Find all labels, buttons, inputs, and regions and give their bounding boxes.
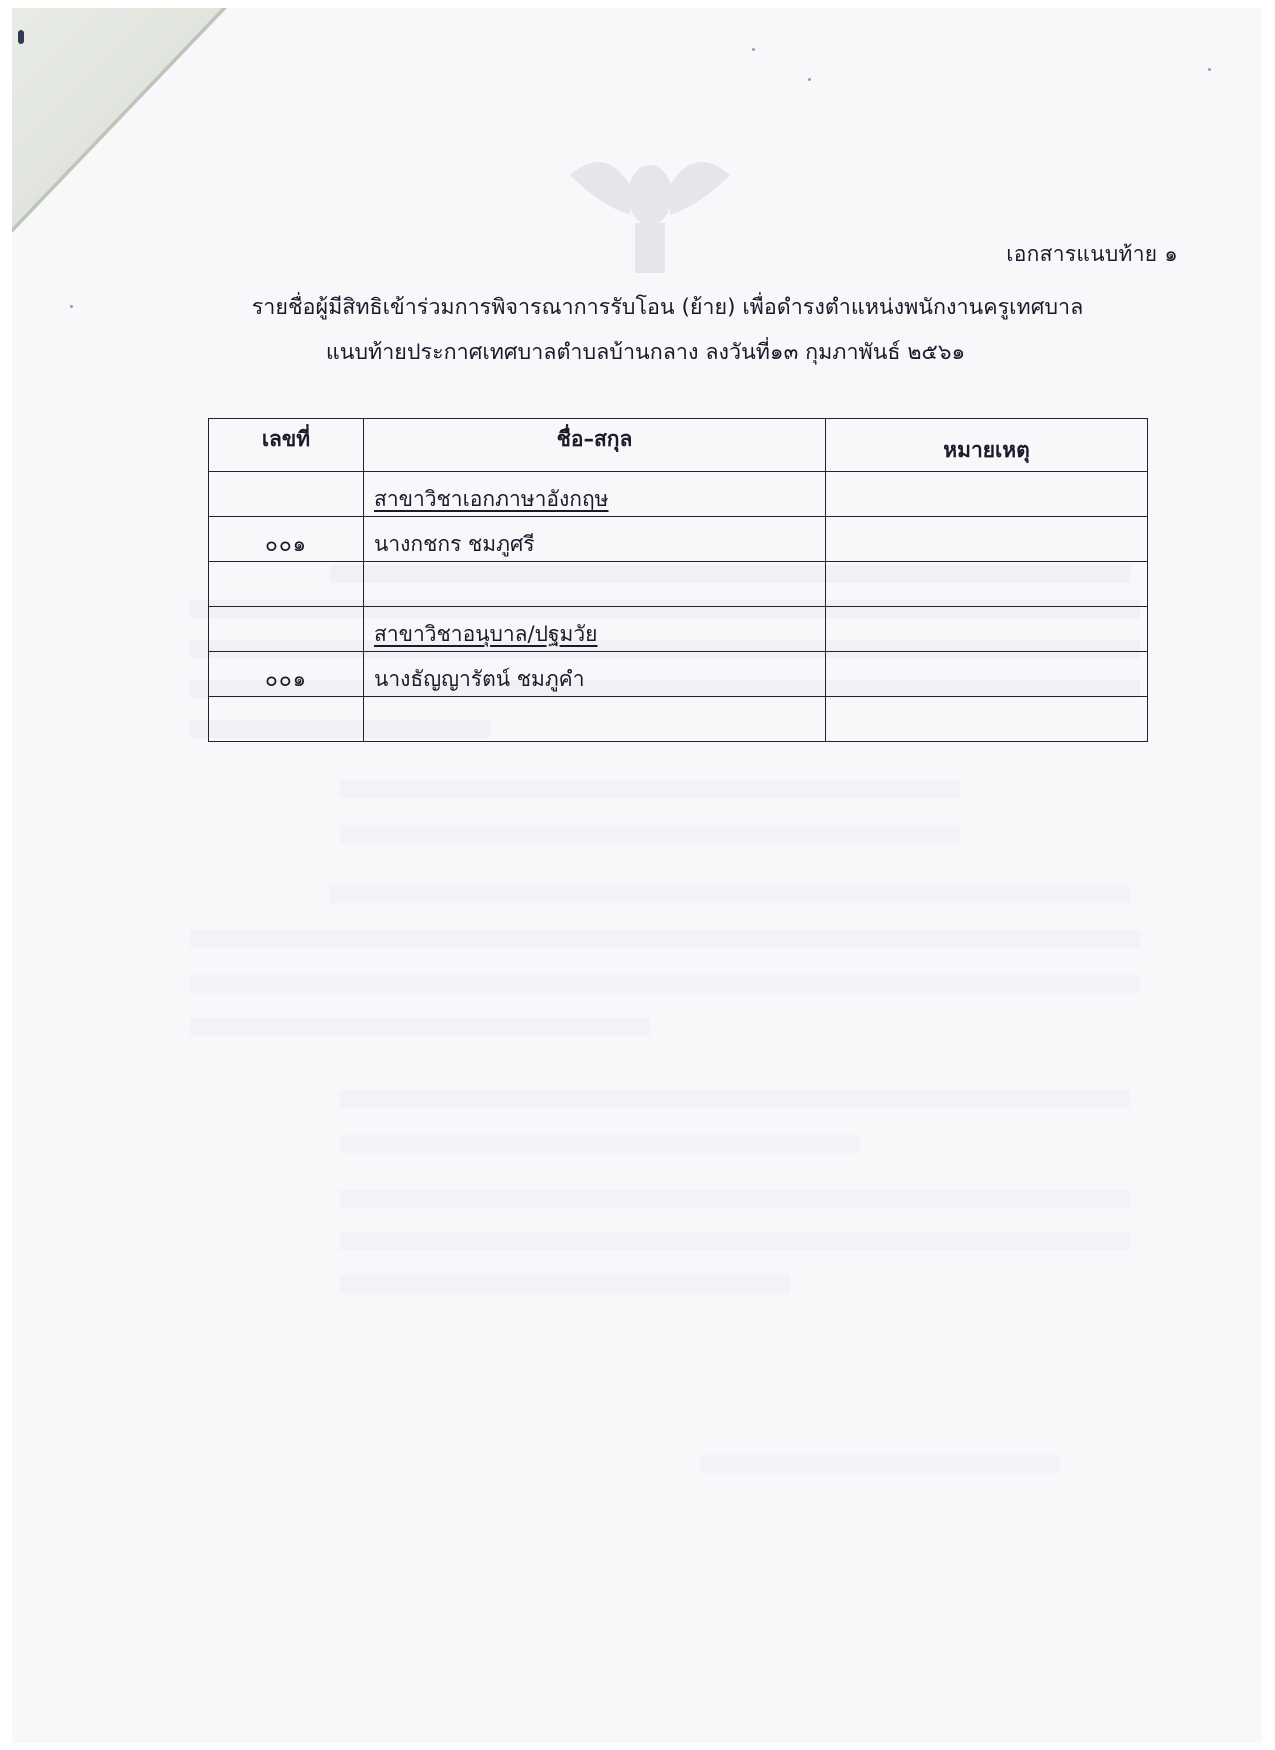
row-number: ๐๐๑ — [209, 652, 364, 697]
showthrough-line — [340, 1232, 1130, 1250]
table-cell — [364, 562, 826, 607]
table-cell — [826, 607, 1148, 652]
attachment-label: เอกสารแนบท้าย ๑ — [1006, 242, 1178, 266]
garuda-emblem-showthrough — [560, 135, 740, 285]
table-cell — [209, 562, 364, 607]
showthrough-line — [190, 975, 1140, 993]
row-remark — [826, 652, 1148, 697]
candidate-table — [208, 418, 1148, 742]
document-subtitle: แนบท้ายประกาศเทศบาลตำบลบ้านกลาง ลงวันที่๑๓ กุมภาพันธ์ ๒๕๖๑ — [325, 340, 966, 365]
section-title: สาขาวิชาอนุบาล/ปฐมวัย — [364, 607, 826, 652]
scan-speck — [1208, 68, 1211, 71]
header-remark: หมายเหตุ — [826, 419, 1148, 472]
table-cell — [826, 472, 1148, 517]
showthrough-line — [340, 1090, 1130, 1108]
row-number: ๐๐๑ — [209, 517, 364, 562]
section-title: สาขาวิชาเอกภาษาอังกฤษ — [364, 472, 826, 517]
empty-row — [209, 562, 1148, 607]
scan-mark — [18, 30, 24, 44]
table-cell — [826, 562, 1148, 607]
document-title: รายชื่อผู้มีสิทธิเข้าร่วมการพิจารณาการรับโอน (ย้าย) เพื่อดำรงตำแหน่งพนักงานครูเทศบาล — [251, 295, 1084, 320]
showthrough-line — [700, 1455, 1060, 1473]
showthrough-line — [330, 885, 1130, 903]
showthrough-line — [340, 1135, 860, 1153]
showthrough-line — [340, 1275, 790, 1293]
row-remark — [826, 517, 1148, 562]
showthrough-line — [340, 1190, 1130, 1208]
table-cell — [209, 472, 364, 517]
scan-speck — [752, 48, 755, 51]
table-row — [209, 517, 1148, 562]
table-header-row — [209, 419, 1148, 472]
row-name: นางธัญญารัตน์ ชมภูคำ — [364, 652, 826, 697]
header-name: ชื่อ–สกุล — [364, 419, 826, 472]
table-cell — [209, 697, 364, 742]
table-cell — [826, 697, 1148, 742]
folded-corner — [12, 8, 222, 228]
table-row — [209, 652, 1148, 697]
scan-speck — [808, 78, 811, 81]
section-row — [209, 472, 1148, 517]
header-number: เลขที่ — [209, 419, 364, 472]
showthrough-line — [340, 825, 960, 843]
table-cell — [364, 697, 826, 742]
section-row — [209, 607, 1148, 652]
showthrough-line — [190, 1018, 650, 1036]
showthrough-line — [340, 780, 960, 798]
table-cell — [209, 607, 364, 652]
empty-row — [209, 697, 1148, 742]
showthrough-line — [190, 930, 1140, 948]
row-name: นางกชกร ชมภูศรี — [364, 517, 826, 562]
